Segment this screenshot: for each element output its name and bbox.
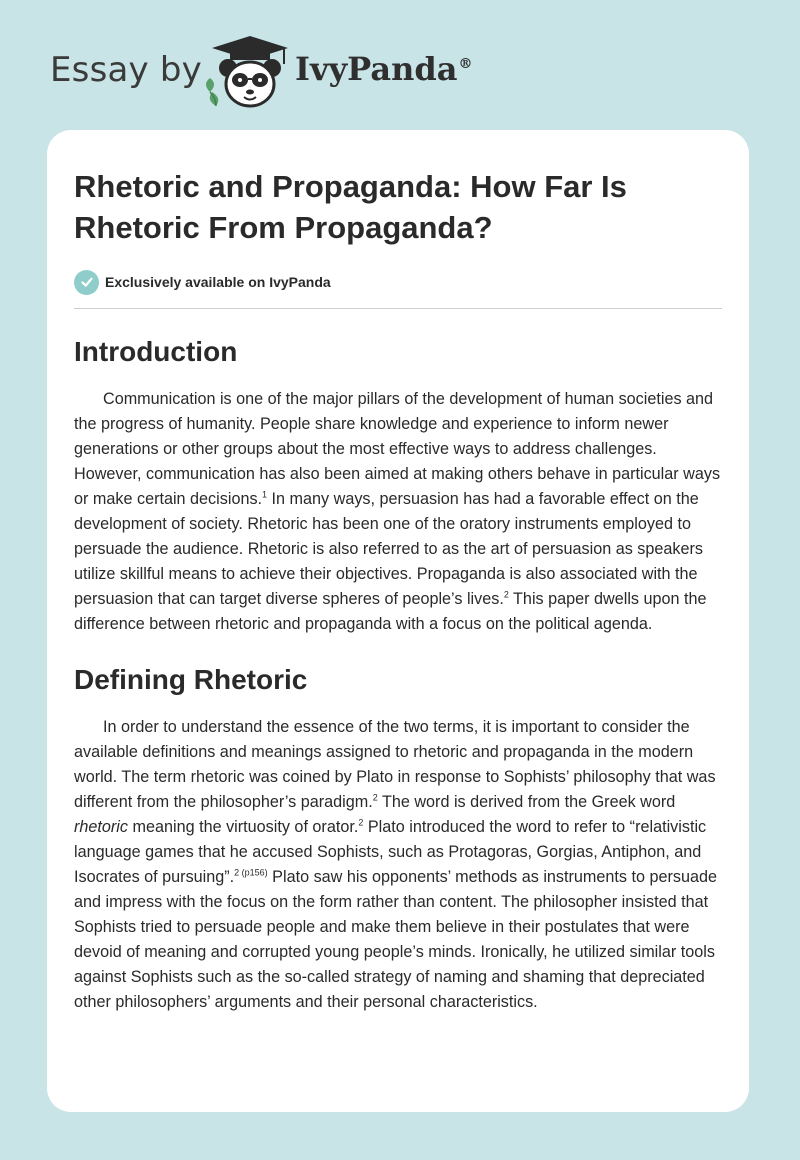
footnote-ref[interactable]: 1 <box>262 489 268 500</box>
brand-text: IvyPanda <box>295 50 458 88</box>
paragraph-text: Plato introduced the word to refer to “relativistic language games that he accused Sophists, such as Protagoras, Gorgias, Antiphon, and Isocrates of pursuing”. <box>74 818 707 886</box>
paragraph-text: This paper dwells upon the difference between rhetoric and propaganda with a focus on the political agenda. <box>74 590 707 633</box>
defining-rhetoric-paragraph <box>74 715 722 1015</box>
site-header <box>50 30 750 110</box>
paragraph-text: Plato saw his opponents’ methods as instruments to persuade and impress with the focus on the form rather than content. The philosopher insisted that Sophists tried to persuade people and make them believe in their postulates that were devoid of meaning and corrupted young people’s minds. Ironically, he utilized similar tools against Sophists such as the so-called strategy of naming and shaming that depreciated other philosophers’ arguments and their personal characteristics. <box>74 868 717 1011</box>
checkmark-icon <box>74 270 99 295</box>
section-heading-defining-rhetoric: Defining Rhetoric <box>74 664 308 695</box>
footnote-ref[interactable]: 2 <box>372 792 378 803</box>
essay-card <box>47 130 749 1112</box>
paragraph-text: Communication is one of the major pillars of the development of human societies and the progress of humanity. People share knowledge and experience to inform newer generations or other groups about the most effective ways to address challenges. However, communication has also been aimed at making others behave in particular ways or make certain decisions. <box>74 390 721 508</box>
registered-mark: ® <box>458 56 473 73</box>
footnote-ref[interactable]: 2 <box>503 589 509 600</box>
essay-by-label: Essay by <box>50 50 202 90</box>
exclusive-badge <box>74 268 722 296</box>
paragraph-text: The word is derived from the Greek word <box>377 793 676 811</box>
brand-name[interactable] <box>295 50 472 88</box>
emphasized-term: rhetoric <box>74 818 128 836</box>
section-heading-introduction: Introduction <box>74 336 238 367</box>
footnote-ref[interactable]: 2 <box>358 817 364 828</box>
introduction-paragraph <box>74 387 722 637</box>
paragraph-text: In order to understand the essence of the two terms, it is important to consider the available definitions and meanings assigned to rhetoric and propaganda in the modern world. The term rhetoric was coined by Plato in response to Sophists’ philosophy that was different from the philosopher’s paradigm. <box>74 718 716 811</box>
paragraph-text: meaning the virtuosity of orator. <box>127 818 359 836</box>
divider <box>74 308 722 309</box>
essay-title: Rhetoric and Propaganda: How Far Is Rhetoric From Propaganda? <box>74 169 627 245</box>
footnote-ref[interactable]: 2 (p156) <box>234 867 268 878</box>
ivypanda-logo-icon[interactable] <box>200 34 290 112</box>
paragraph-text: In many ways, persuasion has had a favorable effect on the development of society. Rhetoric has been one of the oratory instruments employed to persuade the audience. Rhetoric is also referred to as the art of persuasion as speakers utilize skillful means to achieve their objectives. Propaganda is also associated with the persuasion that can target diverse spheres of people’s lives. <box>74 490 703 608</box>
exclusive-label: Exclusively available on IvyPanda <box>105 274 331 290</box>
